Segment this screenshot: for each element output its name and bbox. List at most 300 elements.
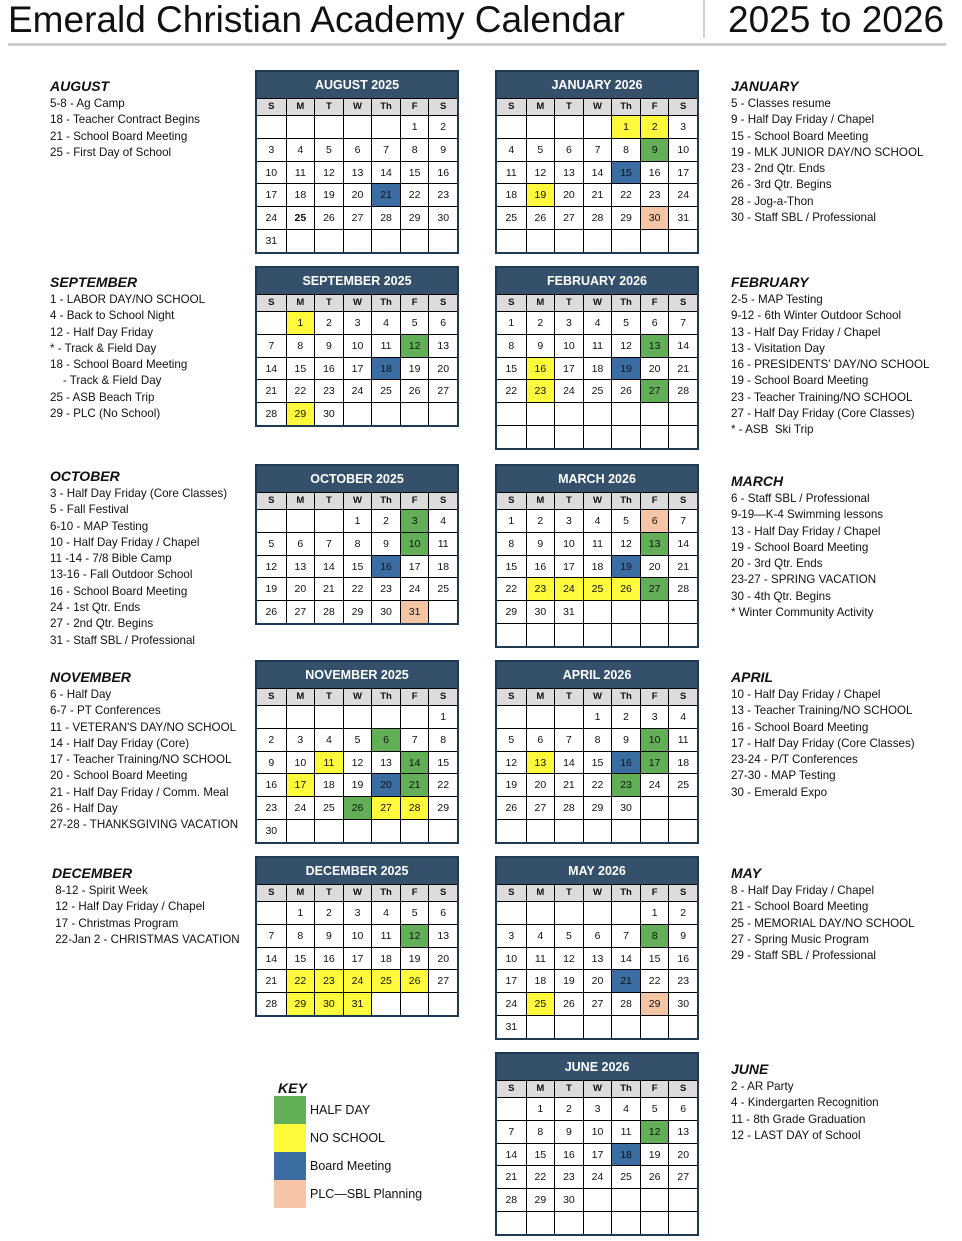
empty-day-cell (400, 992, 429, 1015)
day-cell: 20 (583, 969, 612, 992)
weekday-label: S (268, 297, 275, 308)
right-events-january (731, 78, 923, 226)
day-cell: 8 (611, 138, 640, 161)
weekday-label: S (668, 885, 697, 901)
empty-day-cell (371, 819, 400, 842)
event-line: 20 - 3rd Qtr. Ends (731, 557, 823, 571)
empty-day-cell (314, 705, 343, 728)
day-cell: 21 (668, 555, 697, 578)
left-events-november (50, 669, 238, 834)
day-cell: 30 (611, 796, 640, 819)
day-cell: 26 (554, 992, 583, 1015)
day-cell: 31 (497, 1015, 526, 1038)
day-grid (257, 311, 457, 425)
weekday-label: S (428, 885, 457, 901)
day-cell: 16 (526, 357, 555, 380)
empty-day-cell (668, 1188, 697, 1211)
empty-day-cell (583, 229, 612, 252)
event-line: 29 - Staff SBL / Professional (731, 949, 877, 963)
day-cell: 21 (583, 183, 612, 206)
weekday-label: T (314, 885, 343, 901)
weekday-label: F (640, 1081, 669, 1097)
day-cell: 11 (314, 751, 343, 774)
event-line: 30 - Staff SBL / Professional (731, 211, 877, 225)
key-label: HALF DAY (310, 1103, 371, 1117)
day-cell: 15 (583, 751, 612, 774)
day-cell: 4 (668, 705, 697, 728)
day-cell: 18 (583, 555, 612, 578)
day-cell: 17 (343, 357, 372, 380)
day-cell: 25 (583, 379, 612, 402)
day-cell: 31 (668, 206, 697, 229)
event-line: 23-27 - SPRING VACATION (731, 573, 877, 587)
calendar-month-title: MAY 2026 (497, 858, 697, 884)
empty-day-cell (257, 115, 286, 138)
day-cell: 10 (668, 138, 697, 161)
weekday-label: S (428, 689, 457, 705)
empty-day-cell (371, 229, 400, 252)
day-cell: 20 (526, 773, 555, 796)
day-cell: 12 (497, 751, 526, 774)
day-cell: 17 (554, 357, 583, 380)
day-cell: 19 (497, 773, 526, 796)
weekday-label: S (268, 887, 275, 898)
day-cell: 30 (257, 819, 286, 842)
event-line: 13 - Half Day Friday / Chapel (731, 325, 881, 339)
day-cell: 17 (497, 969, 526, 992)
day-cell: 4 (526, 924, 555, 947)
event-month-heading: JANUARY (731, 78, 799, 94)
day-cell: 21 (497, 1165, 526, 1188)
key-label: NO SCHOOL (310, 1131, 386, 1145)
day-cell: 18 (611, 1143, 640, 1166)
day-cell: 21 (400, 773, 429, 796)
day-cell: 20 (371, 773, 400, 796)
event-line: 23-24 - P/T Conferences (731, 753, 858, 767)
empty-day-cell (668, 229, 697, 252)
day-cell: 7 (497, 1120, 526, 1143)
day-cell: 3 (343, 311, 372, 334)
day-cell: 10 (400, 532, 429, 555)
calendar-november-2025 (255, 660, 459, 844)
key-swatch (274, 1180, 306, 1208)
day-cell: 12 (314, 161, 343, 184)
day-cell: 9 (640, 138, 669, 161)
empty-day-cell (668, 402, 697, 425)
weekday-header-row (257, 688, 457, 705)
day-cell: 9 (554, 1120, 583, 1143)
weekday-label: T (554, 493, 583, 509)
day-cell: 15 (497, 555, 526, 578)
event-line: 17 - Christmas Program (52, 916, 179, 930)
calendar-month-title: JANUARY 2026 (497, 72, 697, 98)
day-cell: 1 (286, 311, 315, 334)
event-line: 24 - 1st Qtr. Ends (50, 601, 141, 615)
event-line: 12 - Half Day Friday (50, 325, 154, 339)
event-line: 21 - School Board Meeting (731, 900, 869, 914)
event-line: 30 - Emerald Expo (731, 785, 828, 799)
day-cell: 22 (526, 1165, 555, 1188)
day-cell: 19 (611, 555, 640, 578)
empty-day-cell (371, 115, 400, 138)
empty-day-cell (257, 901, 286, 924)
day-cell: 6 (554, 138, 583, 161)
day-cell: 9 (314, 924, 343, 947)
key-label: Board Meeting (310, 1159, 392, 1173)
weekday-label: W (343, 493, 372, 509)
event-line: 5 - Classes resume (731, 97, 831, 110)
empty-day-cell (668, 623, 697, 646)
day-cell: 23 (428, 183, 457, 206)
day-cell: 1 (497, 311, 526, 334)
left-events-august (50, 78, 200, 161)
day-cell: 25 (497, 206, 526, 229)
day-cell: 16 (314, 947, 343, 970)
day-cell: 29 (286, 992, 315, 1015)
weekday-label: W (583, 493, 612, 509)
event-line: 9 - Half Day Friday / Chapel (731, 113, 875, 127)
weekday-label: M (286, 99, 315, 115)
left-events-december (52, 865, 240, 948)
day-cell: 26 (640, 1165, 669, 1188)
day-cell: 11 (583, 532, 612, 555)
day-cell: 24 (343, 969, 372, 992)
event-line: 16 - School Board Meeting (731, 720, 869, 734)
day-cell: 12 (554, 947, 583, 970)
event-line: 17 - Teacher Training/NO SCHOOL (50, 753, 232, 767)
weekday-label: F (400, 885, 429, 901)
day-cell: 19 (400, 947, 429, 970)
day-cell: 20 (428, 947, 457, 970)
calendar-month-title: NOVEMBER 2025 (257, 662, 457, 688)
event-line: 12 - LAST DAY of School (731, 1128, 861, 1142)
weekday-label: F (640, 885, 669, 901)
day-cell: 4 (611, 1097, 640, 1120)
empty-day-cell (640, 1015, 669, 1038)
empty-day-cell (583, 1015, 612, 1038)
day-cell: 15 (343, 555, 372, 578)
day-cell: 18 (668, 751, 697, 774)
day-cell: 24 (400, 577, 429, 600)
empty-day-cell (640, 402, 669, 425)
day-cell: 20 (640, 555, 669, 578)
day-cell: 3 (257, 138, 286, 161)
empty-day-cell (640, 425, 669, 448)
day-cell: 4 (583, 509, 612, 532)
day-cell: 27 (526, 796, 555, 819)
empty-day-cell (640, 1211, 669, 1234)
empty-day-cell (497, 402, 526, 425)
empty-day-cell (497, 819, 526, 842)
event-line: 27-30 - MAP Testing (731, 769, 836, 783)
day-cell: 8 (497, 532, 526, 555)
day-cell: 1 (428, 705, 457, 728)
day-cell: 10 (343, 334, 372, 357)
empty-day-cell (668, 796, 697, 819)
day-cell: 7 (314, 532, 343, 555)
event-line: 26 - Half Day (50, 802, 118, 816)
day-cell: 23 (371, 577, 400, 600)
empty-day-cell (286, 819, 315, 842)
day-grid (257, 509, 457, 623)
day-cell: 26 (526, 206, 555, 229)
day-cell: 26 (611, 577, 640, 600)
day-cell: 2 (554, 1097, 583, 1120)
event-line: 19 - School Board Meeting (731, 374, 869, 388)
day-cell: 27 (371, 796, 400, 819)
day-cell: 3 (497, 924, 526, 947)
empty-day-cell (611, 600, 640, 623)
day-cell: 5 (497, 728, 526, 751)
day-cell: 6 (371, 728, 400, 751)
empty-day-cell (526, 229, 555, 252)
day-cell: 30 (314, 992, 343, 1015)
day-cell: 18 (371, 947, 400, 970)
day-cell: 19 (526, 183, 555, 206)
weekday-label: Th (611, 885, 640, 901)
day-cell: 9 (371, 532, 400, 555)
weekday-label: S (428, 493, 457, 509)
calendar-month-title: OCTOBER 2025 (257, 466, 457, 492)
empty-day-cell (371, 992, 400, 1015)
weekday-label: M (286, 295, 315, 311)
day-cell: 7 (554, 728, 583, 751)
day-cell: 5 (314, 138, 343, 161)
day-cell: 8 (640, 924, 669, 947)
day-cell: 2 (526, 509, 555, 532)
day-grid (497, 115, 697, 252)
empty-day-cell (497, 425, 526, 448)
day-cell: 16 (257, 773, 286, 796)
day-cell: 23 (257, 796, 286, 819)
day-cell: 7 (400, 728, 429, 751)
empty-day-cell (668, 1211, 697, 1234)
event-line: 21 - School Board Meeting (50, 129, 188, 143)
empty-day-cell (583, 1188, 612, 1211)
day-cell: 23 (526, 379, 555, 402)
day-grid (257, 901, 457, 1015)
day-cell: 12 (400, 924, 429, 947)
event-line: 5-8 - Ag Camp (50, 97, 125, 110)
event-month-heading: SEPTEMBER (50, 274, 138, 290)
event-line: 23 - 2nd Qtr. Ends (731, 162, 826, 176)
day-cell: 12 (343, 751, 372, 774)
day-cell: 4 (314, 728, 343, 751)
event-line: 10 - Half Day Friday / Chapel (731, 688, 881, 701)
event-month-heading: JUNE (731, 1061, 769, 1077)
day-cell: 3 (640, 705, 669, 728)
weekday-label: F (640, 493, 669, 509)
day-cell: 24 (583, 1165, 612, 1188)
empty-day-cell (640, 796, 669, 819)
event-line: 13-16 - Fall Outdoor School (50, 568, 193, 582)
day-cell: 17 (257, 183, 286, 206)
day-cell: 23 (526, 577, 555, 600)
day-cell: 25 (526, 992, 555, 1015)
day-cell: 9 (526, 334, 555, 357)
day-cell: 27 (428, 969, 457, 992)
empty-day-cell (343, 705, 372, 728)
day-cell: 10 (497, 947, 526, 970)
event-line: 8-12 - Spirit Week (52, 884, 148, 897)
event-line: 30 - 4th Qtr. Begins (731, 589, 831, 603)
weekday-label: Th (611, 493, 640, 509)
day-cell: 5 (611, 311, 640, 334)
day-cell: 25 (286, 206, 315, 229)
day-cell: 3 (554, 509, 583, 532)
day-cell: 13 (286, 555, 315, 578)
day-cell: 29 (526, 1188, 555, 1211)
event-line: 25 - MEMORIAL DAY/NO SCHOOL (731, 916, 915, 930)
day-cell: 6 (428, 311, 457, 334)
key-swatch (274, 1152, 306, 1180)
empty-day-cell (640, 623, 669, 646)
weekday-label: M (526, 295, 555, 311)
calendar-august-2025 (255, 70, 459, 254)
day-grid (497, 901, 697, 1038)
right-events-april (731, 669, 915, 801)
calendar-june-2026 (495, 1052, 699, 1236)
left-events-september (50, 274, 205, 422)
day-cell: 11 (526, 947, 555, 970)
weekday-header-row (497, 294, 697, 311)
weekday-label: M (286, 493, 315, 509)
calendar-month-title: SEPTEMBER 2025 (257, 268, 457, 294)
event-line: 19 - School Board Meeting (731, 540, 869, 554)
weekday-label: Th (611, 1081, 640, 1097)
empty-day-cell (554, 819, 583, 842)
day-cell: 14 (583, 161, 612, 184)
weekday-label: S (428, 295, 457, 311)
header-divider (703, 0, 705, 38)
weekday-label: F (400, 493, 429, 509)
key-swatch (274, 1124, 306, 1152)
day-cell: 22 (286, 969, 315, 992)
day-cell: 25 (314, 796, 343, 819)
day-cell: 18 (583, 357, 612, 380)
day-cell: 1 (343, 509, 372, 532)
empty-day-cell (583, 623, 612, 646)
day-grid (497, 1097, 697, 1234)
weekday-label: W (343, 99, 372, 115)
empty-day-cell (554, 229, 583, 252)
weekday-label: S (508, 297, 515, 308)
day-cell: 28 (583, 206, 612, 229)
day-cell: 29 (343, 600, 372, 623)
calendar-may-2026 (495, 856, 699, 1040)
day-grid (257, 115, 457, 252)
day-cell: 6 (286, 532, 315, 555)
day-cell: 1 (526, 1097, 555, 1120)
event-line: 6 - Staff SBL / Professional (731, 492, 870, 505)
empty-day-cell (640, 600, 669, 623)
calendar-april-2026 (495, 660, 699, 844)
event-line: 13 - Teacher Training/NO SCHOOL (731, 704, 913, 718)
day-cell: 5 (526, 138, 555, 161)
key-item-plc-sbl-planning (274, 1180, 422, 1208)
day-grid (497, 705, 697, 842)
day-cell: 21 (371, 183, 400, 206)
empty-day-cell (668, 425, 697, 448)
weekday-label: W (343, 689, 372, 705)
day-cell: 29 (286, 402, 315, 425)
day-cell: 9 (257, 751, 286, 774)
day-cell: 5 (257, 532, 286, 555)
empty-day-cell (583, 115, 612, 138)
day-cell: 11 (371, 334, 400, 357)
day-cell: 21 (257, 969, 286, 992)
weekday-label: T (314, 689, 343, 705)
empty-day-cell (554, 402, 583, 425)
day-cell: 11 (611, 1120, 640, 1143)
calendar-month-title: MARCH 2026 (497, 466, 697, 492)
day-cell: 26 (497, 796, 526, 819)
empty-day-cell (286, 229, 315, 252)
day-cell: 14 (497, 1143, 526, 1166)
empty-day-cell (554, 705, 583, 728)
day-cell: 4 (428, 509, 457, 532)
day-cell: 5 (343, 728, 372, 751)
event-line: 22-Jan 2 - CHRISTMAS VACATION (52, 932, 240, 946)
day-cell: 15 (400, 161, 429, 184)
day-cell: 22 (497, 379, 526, 402)
day-cell: 8 (400, 138, 429, 161)
day-cell: 30 (314, 402, 343, 425)
key-item-no-school (274, 1124, 422, 1152)
day-cell: 25 (611, 1165, 640, 1188)
right-events-february (731, 274, 930, 439)
event-month-heading: DECEMBER (52, 865, 133, 881)
day-cell: 30 (428, 206, 457, 229)
day-cell: 15 (428, 751, 457, 774)
event-line: * - ASB Ski Trip (731, 423, 814, 437)
weekday-label: W (583, 295, 612, 311)
weekday-label: S (668, 493, 697, 509)
school-year: 2025 to 2026 (728, 0, 945, 40)
day-cell: 6 (526, 728, 555, 751)
day-cell: 29 (428, 796, 457, 819)
empty-day-cell (554, 1211, 583, 1234)
day-cell: 14 (314, 555, 343, 578)
empty-day-cell (583, 901, 612, 924)
weekday-label: F (400, 295, 429, 311)
empty-day-cell (526, 705, 555, 728)
event-line: 11 - 8th Grade Graduation (731, 1112, 866, 1126)
weekday-label: W (583, 885, 612, 901)
day-cell: 15 (526, 1143, 555, 1166)
day-cell: 8 (343, 532, 372, 555)
day-cell: 27 (554, 206, 583, 229)
day-cell: 23 (554, 1165, 583, 1188)
day-cell: 10 (286, 751, 315, 774)
weekday-label: Th (611, 99, 640, 115)
weekday-label: S (508, 495, 515, 506)
day-cell: 2 (257, 728, 286, 751)
day-cell: 16 (611, 751, 640, 774)
weekday-label: T (554, 689, 583, 705)
day-cell: 29 (497, 600, 526, 623)
weekday-label: S (428, 99, 457, 115)
weekday-label: S (268, 495, 275, 506)
day-cell: 6 (428, 901, 457, 924)
day-cell: 29 (583, 796, 612, 819)
left-events-october (50, 468, 227, 649)
empty-day-cell (343, 229, 372, 252)
day-cell: 24 (286, 796, 315, 819)
weekday-label: M (286, 885, 315, 901)
day-cell: 29 (611, 206, 640, 229)
day-cell: 19 (611, 357, 640, 380)
